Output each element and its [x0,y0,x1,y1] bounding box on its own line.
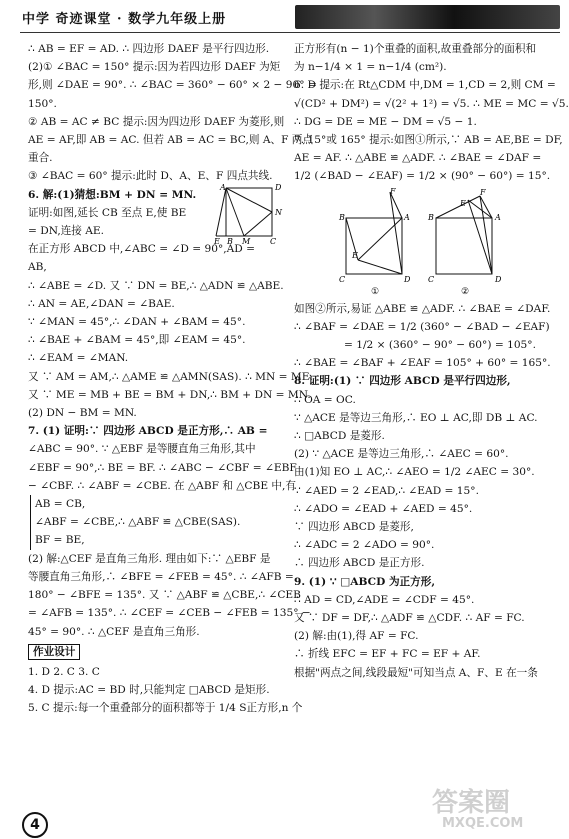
text-line: 正方形有(n − 1)个重叠的面积,故重叠部分的面积和 [294,43,537,55]
text-line: 6. D 提示:在 Rt△CDM 中,DM = 1,CD = 2,则 CM = [294,79,556,92]
text-line: ③ ∠BAC = 60° 提示:此时 D、A、E、F 四点共线. [28,170,273,183]
fig7a-caption: ① [371,286,380,297]
figure-problem-7 [294,188,556,298]
text-line: (2) 解:△CEF 是直角三角形. 理由如下:∵ △EBF 是 [28,552,271,565]
text-line: ∴ ∠ADO = ∠EAD + ∠AED = 45°. [294,502,473,515]
page-number: 4 [22,812,48,838]
text-line: AB = CB, [35,498,86,511]
watermark-line-1: 答案圈 [432,788,511,818]
text-line: 45° = 90°. ∴ △CEF 是直角三角形. [28,625,200,638]
fig7b-caption: ② [461,286,470,297]
text-line: 在正方形 ABCD 中,∠ABC = ∠D = 90°,AD = [28,243,256,256]
text-line: AE = AF. ∴ △ABE ≌ △ADF. ∴ ∠BAE = ∠DAF = [294,152,542,165]
text-line: 4. D 提示:AC = BD 时,只能判定 □ABCD 是矩形. [28,684,270,697]
text-line: ∴ ∠ABE = ∠D. 又 ∵ DN = BE,∴ △ADN ≌ △ABE. [28,279,284,292]
text-line: ∴ ∠BAE + ∠BAM = 45°,即 ∠EAM = 45°. [28,334,246,347]
text-line: 为 n−1/4 × 1 = n−1/4 (cm²). [294,61,447,74]
fig6-label-a: A [220,182,226,192]
text-line: ② AB = AC ≠ BC 提示:因为四边形 DAEF 为菱形,则 [28,115,285,128]
figure-problem-6 [214,182,286,246]
left-column [28,40,317,718]
text-line: ∵ ∠MAN = 45°,∴ ∠DAN + ∠BAM = 45°. [28,316,246,329]
text-line: (2)① ∠BAC = 150° 提示:因为若四边形 DAEF 为矩 [28,61,281,74]
fig6-label-m: M [242,236,251,246]
fig7b-label-a: A [495,212,501,222]
text-line: 等腰直角三角形,∴ ∠BFE = ∠FEB = 45°. ∴ ∠AFB = [28,570,294,583]
text-line: 5. C 提示:每一个重叠部分的面积都等于 1/4 S正方形,n 个 [28,702,303,715]
fig6-label-e: E [214,236,220,246]
text-line: 又 ∵ ME = MB + BE = BM + DN,∴ BM + DN = MN. [28,388,311,401]
text-line: ∴ AB = EF = AD. ∴ 四边形 DAEF 是平行四边形. [28,43,270,55]
text-line: (2) DN − BM = MN. [28,407,137,420]
watermark-logo [402,782,552,834]
problem-heading: 6. 解:(1)猜想:BM + DN = MN. [28,188,197,201]
text-line: BF = BE, [35,534,85,547]
text-line: ∵ 四边形 ABCD 是菱形, [294,521,414,534]
fig7a-label-c: C [339,274,346,284]
fig7a-label-f: F [390,186,396,196]
text-line: = DN,连接 AE. [28,225,105,238]
text-line: ∴ DG = DE = ME − DM = √5 − 1. [294,115,477,128]
text-line: 如图②所示,易证 △ABE ≌ △ADF. ∴ ∠BAE = ∠DAF. [294,302,551,315]
text-line: 又 ∵ AM = AM,∴ △AME ≌ △AMN(SAS). ∴ MN = ME. [28,370,313,383]
fig7b-label-f: F [480,187,486,197]
fig7b-label-b: B [428,212,434,222]
text-line: ∴ OA = OC. [294,393,356,406]
text-line: 7. 15°或 165° 提示:如图①所示,∵ AB = AE,BE = DF, [294,134,563,147]
text-line: ∴ ∠ADC = 2 ∠ADO = 90°. [294,539,435,552]
fig6-label-d: D [275,182,282,192]
text-line: AE = AF,即 AB = AC. 但若 AB = AC = BC,则 A、F 两点 [28,134,313,147]
text-line: = 1/2 × (360° − 90° − 60°) = 105°. [344,339,536,352]
text-line: ∴ AN = AE,∠DAN = ∠BAE. [28,297,175,310]
fig6-label-n: N [275,207,282,217]
header-divider [20,32,560,33]
page-header [0,0,563,34]
text-line: = ∠AFB = 135°. ∴ ∠CEF = ∠CEB − ∠FEB = 135° − [28,607,311,620]
text-line: AB, [28,261,47,274]
right-column [294,40,569,682]
fig7a-label-b: B [339,212,345,222]
text-line: ∵ ∠AED = 2 ∠EAD,∴ ∠EAD = 15°. [294,484,479,497]
text-line: ∠EBF = 90°,∴ BE = BF. ∴ ∠ABC − ∠CBF = ∠EBF [28,461,297,474]
fig7b-label-e: E [460,198,466,208]
text-line: 1/2 (∠BAD − ∠EAF) = 1/2 × (90° − 60°) = 15°. [294,170,551,183]
brace-system [30,495,286,550]
fig7a-label-d: D [404,274,411,284]
problem-heading: 8. 证明:(1) ∵ 四边形 ABCD 是平行四边形, [294,375,511,388]
text-line: 由(1)知 EO ⊥ AC,∴ ∠AEO = 1/2 ∠AEC = 30°. [294,466,535,479]
text-line: 重合. [28,152,53,165]
header-banner-image [295,5,560,29]
text-line: 又 ∵ DF = DF,∴ △ADF ≌ △CDF. ∴ AF = FC. [294,612,525,625]
text-line: ∠ABF = ∠CBE,∴ △ABF ≌ △CBE(SAS). [35,516,241,529]
text-line: 形,则 ∠DAE = 90°. ∴ ∠BAC = 360° − 60° × 2 − 90° = [28,79,317,92]
fig6-label-c: C [270,236,277,246]
text-line: ∴ 四边形 ABCD 是正方形. [294,557,425,570]
text-line: ∴ □ABCD 是菱形. [294,430,385,443]
text-line: 180° − ∠BFE = 135°. 又 ∵ △ABF ≌ △CBE,∴ ∠CEB [28,589,301,602]
text-line: 根据"两点之间,线段最短"可知当点 A、F、E 在一条 [294,666,538,679]
fig7b-label-c: C [428,274,435,284]
text-line: ∵ △ACE 是等边三角形,∴ EO ⊥ AC,即 DB ⊥ AC. [294,411,538,424]
text-line: ∴ ∠EAM = ∠MAN. [28,352,129,365]
section-title-homework: 作业设计 [28,644,80,660]
watermark-line-2: MXQE.COM [442,816,524,831]
text-line: ∠ABC = 90°. ∵ △EBF 是等腰直角三角形,其中 [28,443,256,456]
header-title: 中学 奇迹课堂 · 数学九年级上册 [22,12,227,27]
fig7b-label-d: D [495,274,502,284]
text-line: (2) 解:由(1),得 AF = FC. [294,630,419,643]
text-line: 1. D 2. C 3. C [28,665,100,678]
fig7a-label-e: E [352,250,358,260]
fig7a-label-a: A [404,212,410,222]
problem-heading: 7. (1) 证明:∵ 四边形 ABCD 是正方形,∴ AB = [28,425,268,438]
text-line: (2) ∵ △ACE 是等边三角形,∴ ∠AEC = 60°. [294,448,509,461]
text-line: ∴ ∠BAF = ∠DAE = 1/2 (360° − ∠BAD − ∠EAF) [294,320,550,333]
fig6-label-b: B [227,236,233,246]
problem-heading: 9. (1) ∵ □ABCD 为正方形, [294,575,436,588]
text-line: ∴ ∠BAE = ∠BAF + ∠EAF = 105° + 60° = 165°. [294,357,551,370]
text-line: ∴ 折线 EFC = EF + FC = EF + AF. [294,648,481,661]
text-line: 证明:如图,延长 CB 至点 E,使 BE [28,206,187,219]
text-line: √(CD² + DM²) = √(2² + 1²) = √5. ∴ ME = MC = √5. [294,97,569,110]
text-line: ∴ AD = CD,∠ADE = ∠CDF = 45°. [294,593,475,606]
text-line: − ∠CBF. ∴ ∠ABF = ∠CBE. 在 △ABF 和 △CBE 中,有 [28,479,296,492]
text-line: 150°. [28,97,57,110]
